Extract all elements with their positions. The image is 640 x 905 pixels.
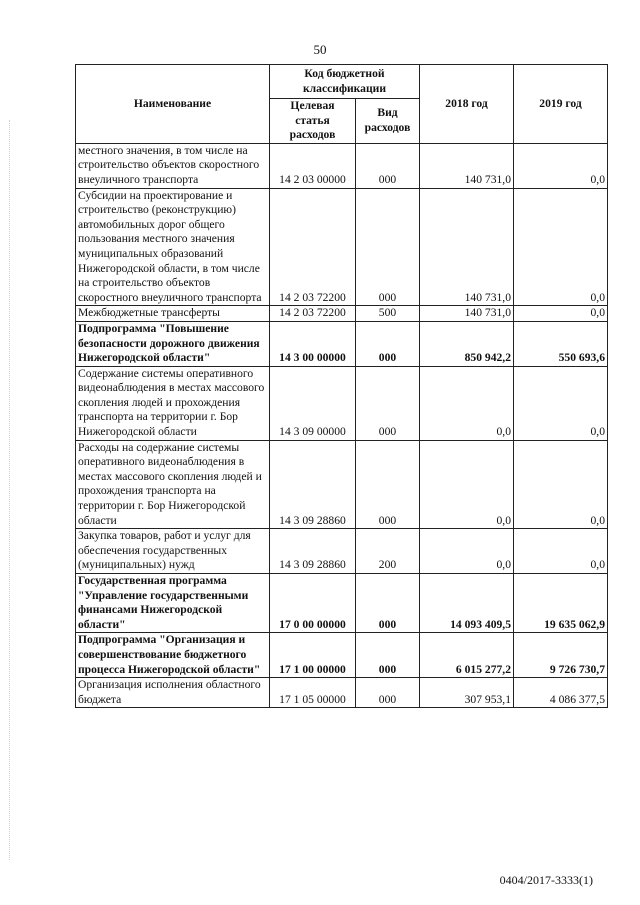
table-body — [76, 143, 608, 708]
header-expense-type: Вид расходов — [356, 99, 420, 144]
header-code-group: Код бюджетной классификации — [270, 65, 420, 99]
row-expense-type-cell: 000 — [356, 366, 420, 440]
table-row — [76, 366, 608, 440]
row-target-article-cell: 17 1 00 00000 — [270, 633, 356, 678]
row-2018-cell: 850 942,2 — [420, 321, 514, 366]
row-name-cell: Расходы на содержание системы оперативного видеонаблюдения в местах массового скопления людей и прохождения транспорта на территории г. Бор Нижегородской области — [76, 440, 270, 529]
row-2018-cell: 0,0 — [420, 440, 514, 529]
row-name-cell: местного значения, в том числе на строительство объектов скоростного внеуличного транспорта — [76, 143, 270, 188]
page-number: 50 — [313, 42, 327, 57]
row-name-cell: Государственная программа "Управление государственными финансами Нижегородской области" — [76, 574, 270, 633]
row-target-article-cell: 14 2 03 72200 — [270, 188, 356, 306]
row-name-cell: Закупка товаров, работ и услуг для обеспечения государственных (муниципальных) нужд — [76, 529, 270, 574]
header-year-2018: 2018 год — [420, 65, 514, 144]
row-expense-type-cell: 000 — [356, 633, 420, 678]
header-target-article: Целевая статья расходов — [270, 99, 356, 144]
row-2019-cell: 0,0 — [514, 188, 608, 306]
row-2018-cell: 140 731,0 — [420, 306, 514, 322]
row-expense-type-cell: 500 — [356, 306, 420, 322]
row-expense-type-cell: 000 — [356, 321, 420, 366]
row-2018-cell: 307 953,1 — [420, 678, 514, 708]
row-expense-type-cell: 000 — [356, 574, 420, 633]
table-row — [76, 678, 608, 708]
table-row — [76, 529, 608, 574]
row-name-cell: Содержание системы оперативного видеонаблюдения в местах массового скопления людей и прохождения транспорта на территории г. Бор Нижегородской области — [76, 366, 270, 440]
row-target-article-cell: 14 2 03 72200 — [270, 306, 356, 322]
row-expense-type-cell: 000 — [356, 440, 420, 529]
document-code: 0404/2017-3333(1) — [499, 873, 593, 887]
row-2019-cell: 0,0 — [514, 366, 608, 440]
row-expense-type-cell: 000 — [356, 143, 420, 188]
row-name-cell: Межбюджетные трансферты — [76, 306, 270, 322]
row-target-article-cell: 14 3 00 00000 — [270, 321, 356, 366]
row-2018-cell: 140 731,0 — [420, 143, 514, 188]
table-row — [76, 188, 608, 306]
row-2019-cell: 0,0 — [514, 529, 608, 574]
row-2018-cell: 140 731,0 — [420, 188, 514, 306]
row-target-article-cell: 17 0 00 00000 — [270, 574, 356, 633]
row-expense-type-cell: 000 — [356, 188, 420, 306]
row-target-article-cell: 14 3 09 00000 — [270, 366, 356, 440]
row-target-article-cell: 14 2 03 00000 — [270, 143, 356, 188]
row-target-article-cell: 14 3 09 28860 — [270, 529, 356, 574]
row-name-cell: Субсидии на проектирование и строительство (реконструкцию) автомобильных дорог общего пользования местного значения муниципальных образований Нижегородской области, в том числе на строительство объектов скоростного внеуличного транспорта — [76, 188, 270, 306]
row-expense-type-cell: 200 — [356, 529, 420, 574]
table-row — [76, 440, 608, 529]
row-target-article-cell: 14 3 09 28860 — [270, 440, 356, 529]
table-row — [76, 306, 608, 322]
row-2018-cell: 0,0 — [420, 529, 514, 574]
table-row — [76, 633, 608, 678]
table-row — [76, 143, 608, 188]
table-row — [76, 574, 608, 633]
row-2019-cell: 0,0 — [514, 306, 608, 322]
budget-table — [75, 64, 608, 708]
row-2019-cell: 550 693,6 — [514, 321, 608, 366]
header-year-2019: 2019 год — [514, 65, 608, 144]
row-name-cell: Организация исполнения областного бюджета — [76, 678, 270, 708]
scan-margin-line — [9, 120, 10, 860]
row-name-cell: Подпрограмма "Организация и совершенствование бюджетного процесса Нижегородской области" — [76, 633, 270, 678]
row-2019-cell: 9 726 730,7 — [514, 633, 608, 678]
row-2019-cell: 0,0 — [514, 143, 608, 188]
row-2018-cell: 0,0 — [420, 366, 514, 440]
row-2019-cell: 4 086 377,5 — [514, 678, 608, 708]
row-name-cell: Подпрограмма "Повышение безопасности дорожного движения Нижегородской области" — [76, 321, 270, 366]
row-2019-cell: 0,0 — [514, 440, 608, 529]
row-2019-cell: 19 635 062,9 — [514, 574, 608, 633]
row-2018-cell: 14 093 409,5 — [420, 574, 514, 633]
row-expense-type-cell: 000 — [356, 678, 420, 708]
header-name: Наименование — [76, 65, 270, 144]
row-2018-cell: 6 015 277,2 — [420, 633, 514, 678]
row-target-article-cell: 17 1 05 00000 — [270, 678, 356, 708]
table-row — [76, 321, 608, 366]
